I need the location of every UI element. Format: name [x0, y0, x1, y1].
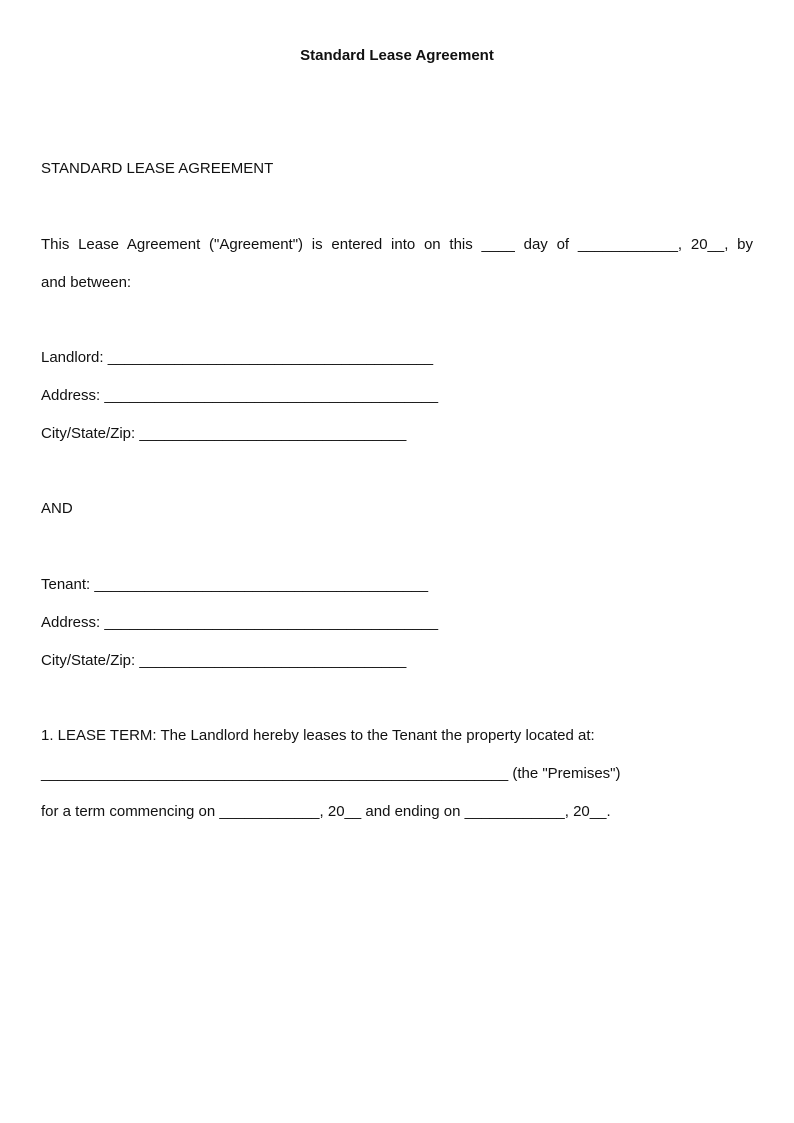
document-title: Standard Lease Agreement — [300, 47, 494, 64]
premises-address-field: ________________________________________________________ (the "Premises") — [41, 765, 621, 782]
landlord-name-field: Landlord: _______________________________________ — [41, 349, 434, 366]
tenant-name-field: Tenant: ________________________________________ — [41, 576, 429, 593]
landlord-city-state-zip-field: City/State/Zip: ________________________________ — [41, 425, 407, 442]
intro-paragraph-line-2: and between: — [41, 274, 132, 291]
lease-term-dates: for a term commencing on ____________, 20__ and ending on ____________, 20__. — [41, 803, 611, 820]
intro-paragraph-line-1: This Lease Agreement ("Agreement") is entered into on this ____ day of ____________, 20__, by — [41, 236, 753, 253]
and-separator: AND — [41, 500, 73, 517]
landlord-address-field: Address: ________________________________________ — [41, 387, 439, 404]
tenant-city-state-zip-field: City/State/Zip: ________________________________ — [41, 652, 407, 669]
tenant-address-field: Address: ________________________________________ — [41, 614, 439, 631]
lease-term-clause: 1. LEASE TERM: The Landlord hereby leases to the Tenant the property located at: — [41, 727, 595, 744]
agreement-heading: STANDARD LEASE AGREEMENT — [41, 160, 274, 177]
